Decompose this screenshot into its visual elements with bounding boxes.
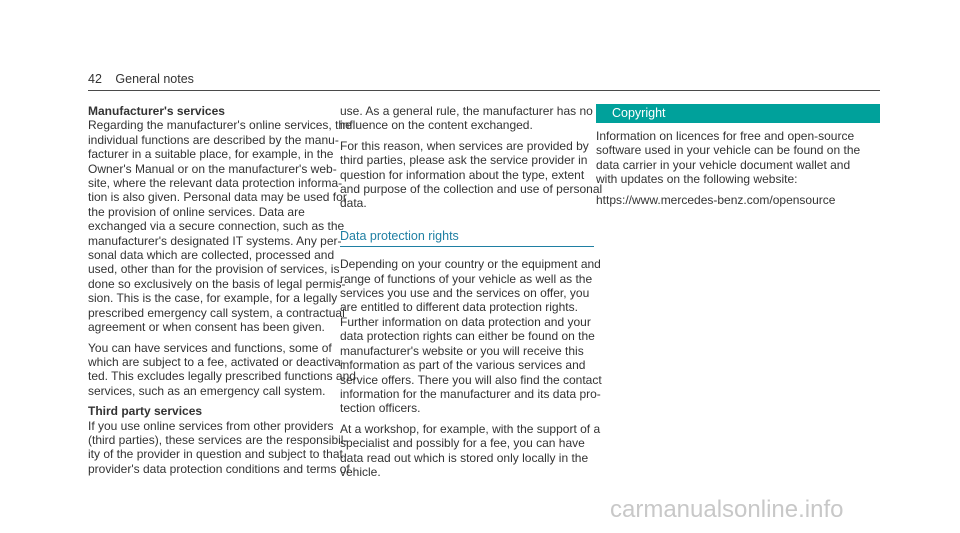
text-line: with updates on the following website:	[596, 172, 798, 187]
text-line: information for the manufacturer and its data pro-	[340, 386, 601, 401]
text-line: vehicle.	[340, 464, 381, 479]
third-party-continued-para2	[340, 138, 603, 211]
data-protection-para1	[340, 257, 602, 416]
manufacturer-services-para2	[88, 340, 356, 399]
text-line: the provision of online services. Data are	[88, 204, 305, 219]
data-protection-para2	[340, 421, 601, 480]
third-party-services-heading: Third party services	[88, 404, 203, 419]
text-line: which are subject to a fee, activated or deactiva-	[88, 354, 345, 369]
text-line: Information on licences for free and open-source	[596, 129, 855, 143]
text-line: data carrier in your vehicle document wallet and	[596, 157, 851, 172]
text-line: software used in your vehicle can be found on the	[596, 143, 861, 158]
text-line: Owner's Manual or on the manufacturer's web-	[88, 161, 337, 176]
text-line: (third parties), these services are the responsibil-	[88, 432, 348, 447]
text-line: data protection rights can either be found on the	[340, 329, 595, 344]
section-title: General notes	[115, 72, 194, 86]
text-line: If you use online services from other providers	[88, 418, 334, 433]
text-line: are entitled to different data protection rights.	[340, 300, 578, 315]
text-line: sion. This is the case, for example, for a legally	[88, 291, 338, 306]
copyright-heading: Copyright	[596, 104, 880, 123]
text-line: manufacturer's designated IT systems. Any per-	[88, 233, 342, 248]
text-line: prescribed emergency call system, a contractual	[88, 305, 345, 320]
text-line: Depending on your country or the equipment and	[340, 257, 601, 272]
manufacturer-services-para1	[88, 118, 352, 335]
text-line: services, such as an emergency call system.	[88, 383, 326, 398]
text-line: agreement or when consent has been given.	[88, 320, 325, 335]
text-line: services you use and the services on offer, you	[340, 286, 590, 301]
text-line: exchanged via a secure connection, such as the	[88, 219, 345, 234]
text-line: information as part of the various services and	[340, 358, 586, 373]
text-line: ted. This excludes legally prescribed functions and	[88, 369, 356, 384]
column-left	[88, 104, 356, 482]
text-line: influence on the content exchanged.	[340, 118, 533, 133]
text-line: question for information about the type, extent	[340, 167, 585, 182]
text-line: done so exclusively on the basis of legal permis-	[88, 276, 346, 291]
text-line: For this reason, when services are provided by	[340, 138, 589, 153]
third-party-continued-para1	[340, 104, 596, 133]
text-line: specialist and possibly for a fee, you can have	[340, 436, 585, 451]
text-line: facturer in a suitable place, for example, in the	[88, 147, 334, 162]
text-line: ity of the provider in question and subject to that	[88, 447, 343, 462]
text-line: site, where the relevant data protection informa-	[88, 176, 343, 191]
text-line: provider's data protection conditions and terms of	[88, 461, 350, 476]
text-line: individual functions are described by the manu-	[88, 132, 339, 147]
manufacturer-services-heading: Manufacturer's services	[88, 104, 225, 118]
text-line: You can have services and functions, some of	[88, 340, 332, 355]
column-middle	[340, 104, 603, 485]
page-number: 42	[88, 72, 102, 86]
opensource-url: https://www.mercedes-benz.com/opensource	[596, 192, 836, 207]
text-line: service offers. There you will also find the contact	[340, 372, 602, 387]
copyright-para	[596, 129, 880, 187]
data-protection-rights-heading: Data protection rights	[340, 229, 594, 247]
text-line: tection officers.	[340, 401, 421, 416]
header-rule	[88, 90, 880, 91]
text-line: Further information on data protection and your	[340, 314, 591, 329]
text-line: At a workshop, for example, with the support of a	[340, 421, 601, 436]
text-line: manufacturer's website or you will receive this	[340, 343, 584, 358]
text-line: tion is also given. Personal data may be used for	[88, 190, 347, 205]
text-line: Regarding the manufacturer's online services, the	[88, 118, 352, 133]
text-line: sonal data which are collected, processed and	[88, 248, 335, 263]
third-party-services-para	[88, 418, 350, 477]
text-line: data.	[340, 196, 367, 211]
text-line: data read out which is stored only locally in the	[340, 450, 589, 465]
text-line: range of functions of your vehicle as well as the	[340, 271, 593, 286]
text-line: use. As a general rule, the manufacturer has no	[340, 104, 593, 118]
text-line: third parties, please ask the service provider in	[340, 153, 588, 168]
text-line: used, other than for the provision of services, is	[88, 262, 340, 277]
text-line: and purpose of the collection and use of personal	[340, 182, 603, 197]
column-right	[596, 104, 880, 213]
watermark: carmanualsonline.info	[610, 496, 844, 523]
page-header	[88, 72, 194, 86]
